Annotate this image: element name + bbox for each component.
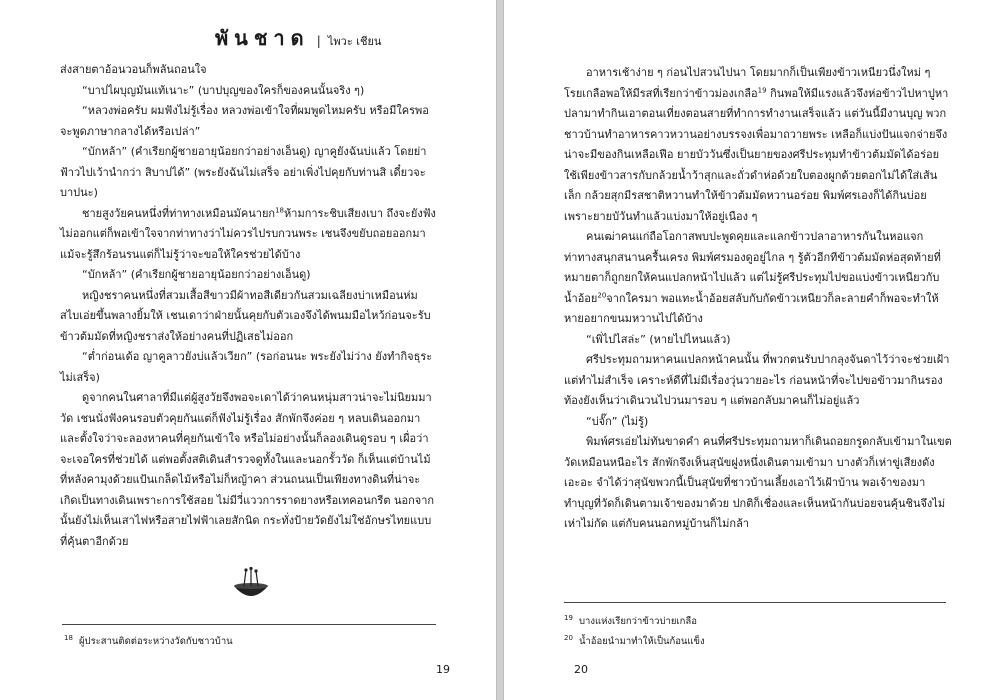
footnote-text: บางแห่งเรียกว่าข้าวบ่ายเกลือ [578,616,697,627]
paragraph: “หลวงพ่อครับ ผมฟังไม่รู้เรื่อง หลวงพ่อเข้าใจที่ผมพูดไหมครับ หรือมีใครพอจะพูดภาษากลางได้หรือเปล่า” [60,104,429,138]
paragraph [564,63,952,227]
footnote-number: 20 [564,633,573,642]
paragraph: “บักหล้า” (คำเรียกผู้ชายอายุน้อยกว่าอย่างเอ็นดู) ญาคูยังฉันบ่แล้ว โดยย่าฟ้าวไปเว้านำกว่า สิบาปได้” (พระยังฉันไม่เสร็จ อย่าเพิ่งไปคุยกับท่านสิ เดี๋ยวจะบาปนะ) [60,145,427,199]
footnote [64,634,233,649]
book-spine [496,0,504,700]
paragraph: ส่งสายตาอ้อนวอนก็พลันถอนใจ [60,63,207,76]
paragraph: ดูจากคนในศาลาที่มีแต่ผู้สูงวัยจึงพอจะเดาได้ว่าคนหนุ่มสาวน่าจะไม่นิยมมาวัด เชนนั่งฟังคนรอบตัวคุยกันแต่ก็ฟังไม่รู้เรื่อง สักพักจึงค่อย ๆ หลบเดินออกมาและตั้งใจว่าจะลองหาคนที่คุยกันเข้าใจ หรือไม่อย่างนั้นก็ลองเดินดูรอบ ๆ เผื่อว่าจะเจอใครที่ช่วยได้ แต่พอตั้งสติเดินสำรวจดูทั้งในและนอกรั้ววัด ก็เห็นแต่บ้านไม้ที่หลังคามุงด้วยแป้นเกล็ดไม้หรือไม่ก็หญ้าคา ส่วนถนนเป็นเพียงทางดินที่น่าจะเกิดเป็นทางเดินเพราะการใช้สอย ไม่มีวี่แววการราดยางหรือเทคอนกรีต นอกจากนั้นยังไม่เห็นเสาไฟหรือสายไฟฟ้าเลยสักนิด กระทั่งป้ายวัดยังไม่ใช่อักษรไทยแบบที่คุ้นตาอีกด้วย [60,391,435,548]
paragraph-text: คนเฒ่าคนแก่ถือโอกาสพบปะพูดคุยและแลกข้าวปลาอาหารกันในหอแจก ท่าทางสนุกสนานครื้นเครง พิมพ์ศรมองดูอยู่ไกล ๆ รู้ตัวอีกทีข้าวต้มมัดห่อสุดท้ายที่หมายตาก็ถูกยกให้คนแปลกหน้าไปแล้ว แต่ไม่รู้ศรีประทุมไปขอแบ่งข้าวเหนียวกับน้ำอ้อย [564,230,941,305]
right-page-text [564,63,952,535]
paragraph-text: ห้ามการะชิบเสียงเบา ถึงจะยังฟังไม่ออกแต่ก็พอเข้าใจจากท่าทางว่าไม่ควรไปรบกวนพระ เชนจึงขยับถอยออกมา แม้จะรู้สึกร้อนรนแต่ก็ไม่รู้ว่าจะขอให้ใครช่วยได้บ้าง [60,206,436,261]
paragraph: พิมพ์ศรเอ่ยไม่ทันขาดคำ คนที่ศรีประทุมถามหาก็เดินถอยกรูดกลับเข้ามาในเขตวัดเหมือนหนีอะไร สักพักจึงเห็นสุนัขฝูงหนึ่งเดินตามเข้ามา บางตัวก็เห่าขู่เสียงดังเอะอะ จำได้ว่าสุนัขพวกนี้เป็นสุนัขที่ชาวบ้านเลี้ยงเอาไว้เฝ้าบ้าน พอเจ้าของมาทำบุญที่วัดก็เดินตามเจ้าของมาด้วย ปกติก็เชื่องและเห็นหน้ากันบ่อยจนคุ้นชินจึงไม่เห่าไม่กัด แต่กับคนนอกหมู่บ้านก็ไม่กล้า [564,435,952,530]
running-header [215,22,381,54]
footnote-number: 19 [564,613,573,622]
right-page [504,0,1000,700]
footnote-text: น้ำอ้อยนำมาทำให้เป็นก้อนแข็ง [578,636,705,647]
paragraph-text: จากใครมา พอแทะน้ำอ้อยสลับกับกัดข้าวเหนียวก็ละลายคำก็พอจะทำให้หายอยากขนมหวานไปได้บ้าง [564,291,939,325]
paragraph: “บาปไผบุญมันแท้เนาะ” (บาปบุญของใครก็ของคนนั้นจริง ๆ) [82,83,365,97]
header-separator: | [316,34,321,48]
footnote-ref: 20 [597,290,607,299]
footnote-divider [564,602,946,603]
paragraph: “ต่ำก่อนเด้อ ญาคูลาวยังบ่แล้วเวียก” (รอก่อนนะ พระยังไม่ว่าง ยังทำกิจธุระไม่เสร็จ) [60,350,433,384]
footnote [564,614,697,629]
footnote-ref: 19 [757,85,767,94]
paragraph-text: อาหารเช้าง่าย ๆ ก่อนไปสวนไปนา โดยมากก็เป็นเพียงข้าวเหนียวนึ่งใหม่ ๆ โรยเกลือพอให้มีรสที่เรียกว่าข้าวม่องเกลือ [564,66,931,100]
left-page [0,0,496,700]
paragraph-text: ชายสูงวัยคนหนึ่งที่ท่าทางเหมือนมัคนายก [82,206,276,220]
footnote [564,634,705,649]
book-title: พันชาด [215,26,310,50]
footnote-divider [62,624,436,625]
paragraph: “บักหล้า” (คำเรียกผู้ชายอายุน้อยกว่าอย่างเอ็นดู) [82,268,311,281]
author-name: ไพวะ เชียน [327,35,382,48]
paragraph: “บ่จั๊ก” (ไม่รู้) [586,414,649,428]
page-number: 19 [436,663,450,676]
paragraph: หญิงชราคนหนึ่งที่สวมเสื้อสีขาวมีผ้าทอสีเดียวกันสวมเฉลียงบ่าเหมือนห่มสไบเอ่ยขึ้นพลางยิ้มให้ เชนเดาว่าฝ่ายนั้นคุยกับตัวเองจึงได้พนมมือไหว้ก่อนจะรับข้าวต้มมัดที่หญิงชราส่งให้อย่างคนที่ปฏิเสธไม่ออก [60,288,431,343]
paragraph-text: กินพอให้มีแรงแล้วจึงห่อข้าวไปหาปูหาปลามาทำกินเอาตอนเที่ยงตอนสายที่ทำการทำงานเสร็จแล้ว แต่วันนี้มีงานบุญ พวกชาวบ้านทำอาหารคาวหวานอย่างบรรจงเพื่อมาถวายพระ เหลือก็แบ่งปันแจกจ่ายจึงน่าจะมีของกินเหลือเฟือ ยายบัววันซึ่งเป็นยายของศรีประทุมทำข้าวต้มมัดได้อร่อย ใช้เพียงข้าวสารกับกล้วยน้ำว้าสุกและถั่วดำห่อด้วยใบตองผูกด้วยตอกไม่ได้ใส่เส้นเล็ก กล้วยสุกมีรสชาติหวานทำให้ข้าวต้มมัดหวานอร่อย พิมพ์ศรเองก็ได้กินบ่อยเพราะยายบัวันทำแล้วแบ่งมาให้อยู่เนือง ๆ [564,86,949,223]
page-number: 20 [574,663,588,676]
paragraph [564,227,952,330]
footnote-number: 18 [64,633,73,642]
left-page-text [60,60,436,552]
footnote-text: ผู้ประสานติดต่อระหว่างวัดกับชาวบ้าน [78,636,233,647]
paragraph: ศรีประทุมถามหาคนแปลกหน้าคนนั้น ที่พวกตนรับปากลุงจันดาไว้ว่าจะช่วยเฝ้าแต่ทำไม่สำเร็จ เคราะห์ดีที่ไม่มีเรื่องวุ่นวายอะไร ก่อนหน้าที่จะไปขอข้าวมากินรองท้องยังเห็นว่าเดินวนไปวนมารอบ ๆ แต่พอกลับมาคนก็ไม่อยู่แล้ว [564,353,950,407]
chapter-ornament-icon [230,566,272,604]
footnote-ref: 18 [275,205,285,214]
paragraph: “เพิ่ไปไสล่ะ” (หายไปไหนแล้ว) [586,332,731,346]
paragraph [60,204,436,266]
